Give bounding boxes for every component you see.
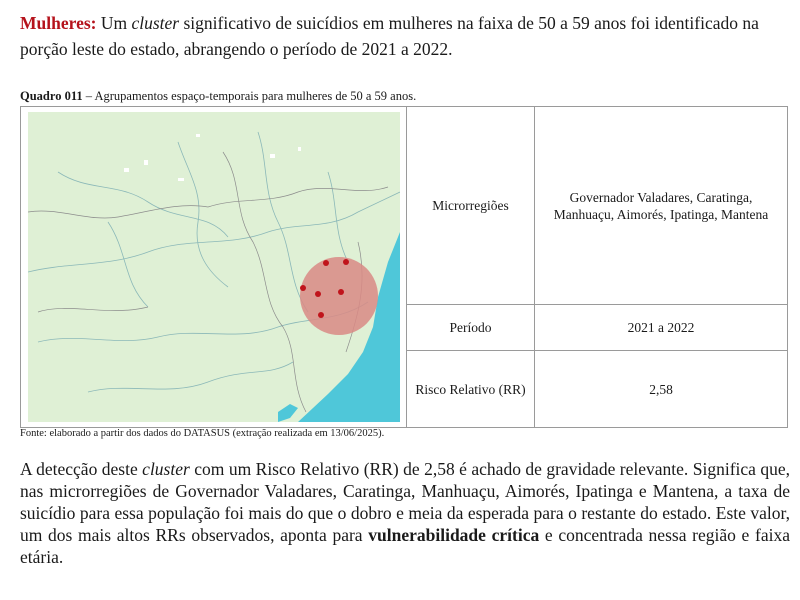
intro-cluster-word: cluster [131,13,180,33]
cluster-point [318,312,324,318]
table-row [407,107,787,305]
cluster-map [28,112,400,422]
cluster-point [315,291,321,297]
intro-paragraph [20,10,790,62]
body-cluster-word: cluster [142,459,190,479]
body-text-3: e concentrada nessa região e faixa etária. [20,525,790,567]
cluster-table [20,106,788,428]
caption-text: – Agrupamentos espaço-temporais para mulheres de 50 a 59 anos. [82,89,417,103]
source-note: Fonte: elaborado a partir dos dados do DATASUS (extração realizada em 13/06/2025). [20,428,385,439]
cluster-point [323,260,329,266]
row-value: 2021 a 2022 [627,320,695,335]
body-bold: vulnerabilidade crítica [368,525,540,545]
caption-label: Quadro 011 [20,89,83,103]
row-value: Governador Valadares, Caratinga, Manhuaçu, Aimorés, Ipatinga, Mantena [553,189,769,222]
cluster-point [338,289,344,295]
cluster-point [343,259,349,265]
intro-text-1: Um [96,13,132,33]
row-label: Risco Relativo (RR) [407,351,535,427]
cluster-point [300,285,306,291]
row-label: Microrregiões [407,107,535,304]
intro-lead: Mulheres: [20,13,97,33]
table-row [407,351,787,427]
figure-caption [20,89,416,104]
row-label: Período [407,305,535,350]
cluster-circle [300,257,378,335]
map-cell [21,107,407,427]
table-row [407,305,787,351]
body-text-1: A detecção deste [20,459,143,479]
analysis-paragraph [20,458,790,568]
body-text-2: com um Risco Relativo (RR) de 2,58 é achado de gravidade relevante. Significa que, nas microrregiões de Governador Valadares, Caratinga, Manhuaçu, Aimorés, Ipatinga e Mantena, a taxa de suicídio para essa população foi mais do que o dobro e meia da esperada para o restante do estado. Este valor, um dos mais altos RRs observados, aponta para [20,459,791,545]
intro-text-2: significativo de suicídios em mulheres na faixa de 50 a 59 anos foi identificado na porção leste do estado, abrangendo o período de 2021 a 2022. [20,13,759,59]
row-value: 2,58 [649,381,673,397]
